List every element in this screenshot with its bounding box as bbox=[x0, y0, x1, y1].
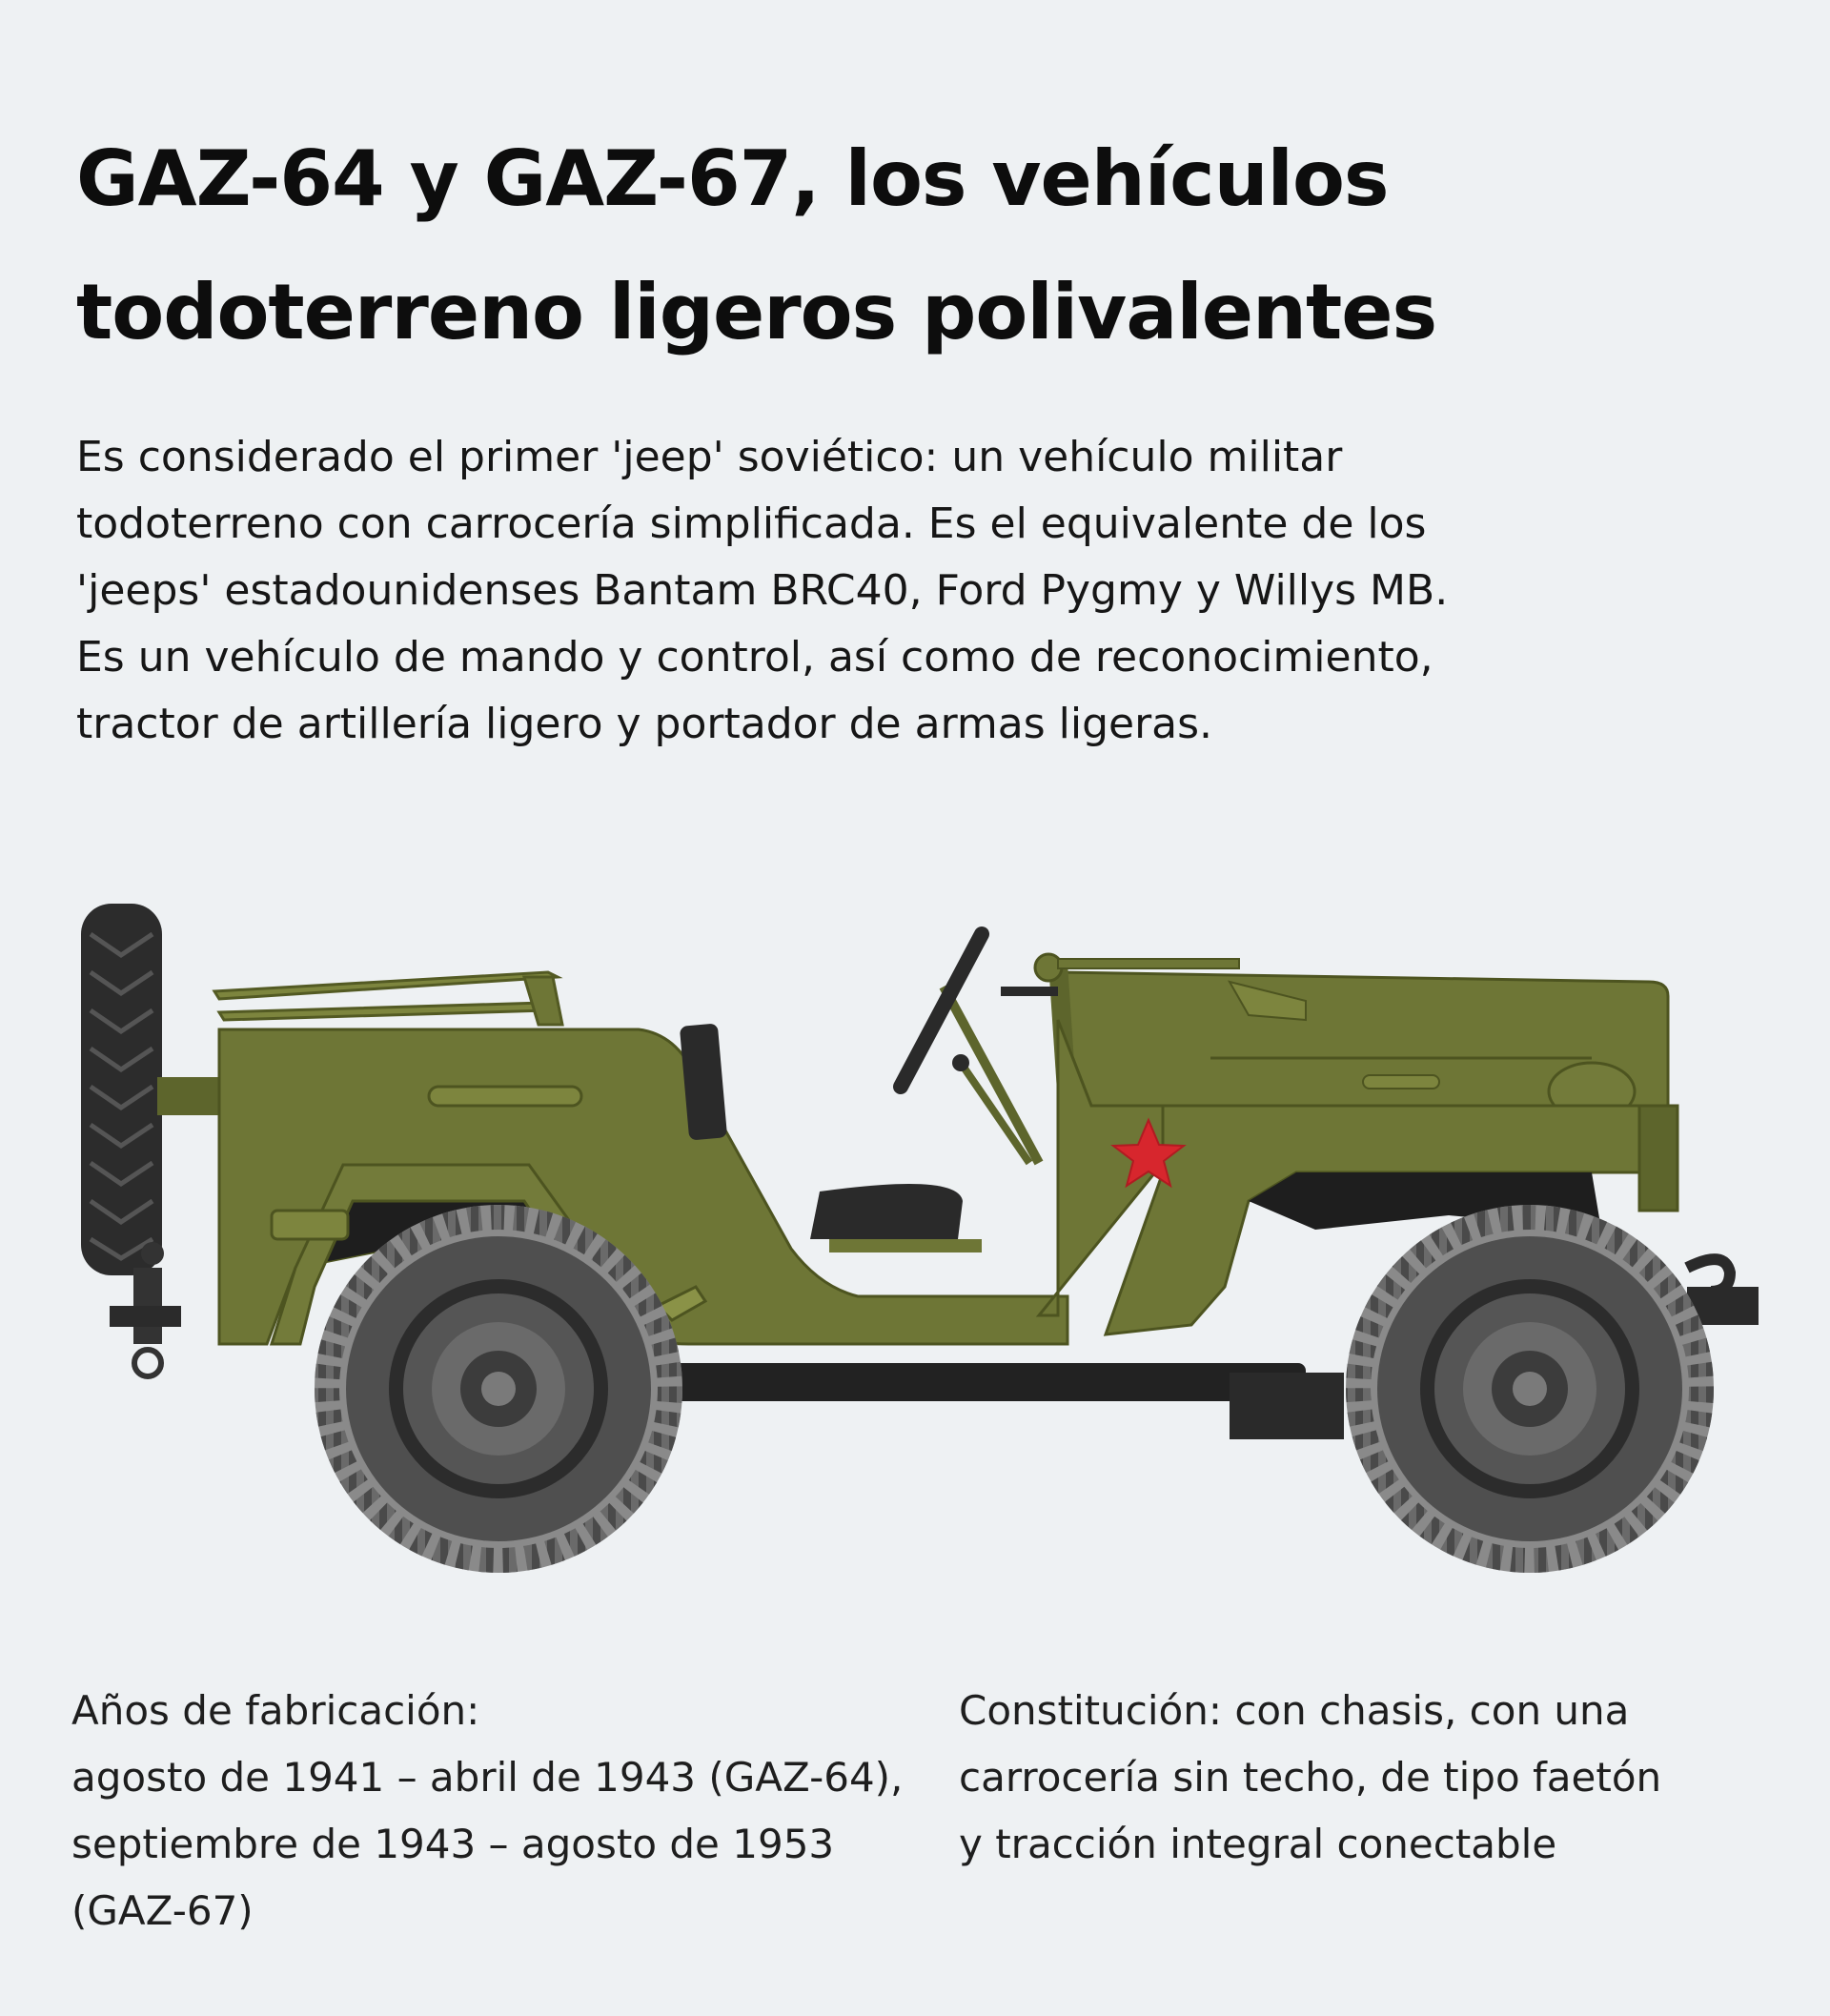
windshield-rod bbox=[1058, 959, 1239, 968]
spare-tire-bracket bbox=[157, 1077, 224, 1115]
production-line: agosto de 1941 – abril de 1943 (GAZ-64), bbox=[71, 1754, 904, 1801]
intro-line: tractor de artillería ligero y portador de armas ligeras. bbox=[76, 700, 1213, 748]
rear-rail bbox=[214, 972, 558, 999]
title-line-2: todoterreno ligeros polivalentes bbox=[76, 268, 1437, 356]
construction-line: Constitución: con chasis, con una bbox=[959, 1687, 1630, 1734]
intro-line: todoterreno con carrocería simplificada. Es el equivalente de los bbox=[76, 499, 1427, 548]
rear-rail-bracket bbox=[524, 977, 562, 1025]
spare-tire bbox=[81, 904, 162, 1275]
mirror-bar bbox=[1001, 987, 1058, 996]
intro-line: 'jeeps' estadounidenses Bantam BRC40, Ford Pygmy y Willys MB. bbox=[76, 566, 1449, 615]
intro-line: Es un vehículo de mando y control, así como de reconocimiento, bbox=[76, 633, 1434, 682]
construction-block bbox=[959, 1678, 1798, 1878]
rear-rail-lower bbox=[219, 1003, 548, 1020]
production-label: Años de fabricación: bbox=[71, 1687, 480, 1734]
construction-line: y tracción integral conectable bbox=[959, 1821, 1557, 1867]
steering-column bbox=[944, 987, 1039, 1163]
gaz-67-jeep-illustration bbox=[67, 886, 1782, 1592]
front-wheel bbox=[1346, 1205, 1714, 1573]
production-line: septiembre de 1943 – agosto de 1953 bbox=[71, 1821, 835, 1867]
intro-line: Es considerado el primer 'jeep' soviético: un vehículo militar bbox=[76, 433, 1343, 481]
rear-wheel bbox=[315, 1205, 682, 1573]
front-bumper bbox=[1639, 1106, 1678, 1211]
side-step-plate bbox=[272, 1211, 348, 1239]
intro-paragraph bbox=[76, 424, 1754, 758]
title-line-1: GAZ-64 y GAZ-67, los vehículos bbox=[76, 134, 1389, 223]
front-tow-hook bbox=[1687, 1259, 1730, 1292]
steering-wheel bbox=[901, 934, 982, 1087]
page-title bbox=[76, 112, 1773, 379]
rear-body-grab-handle bbox=[429, 1087, 581, 1106]
gear-knob bbox=[952, 1054, 969, 1071]
hood-latch bbox=[1363, 1075, 1439, 1089]
construction-line: carrocería sin techo, de tipo faetón bbox=[959, 1754, 1662, 1801]
production-years-block bbox=[71, 1678, 929, 1945]
chassis-underside bbox=[1230, 1373, 1344, 1439]
production-line: (GAZ-67) bbox=[71, 1887, 254, 1934]
